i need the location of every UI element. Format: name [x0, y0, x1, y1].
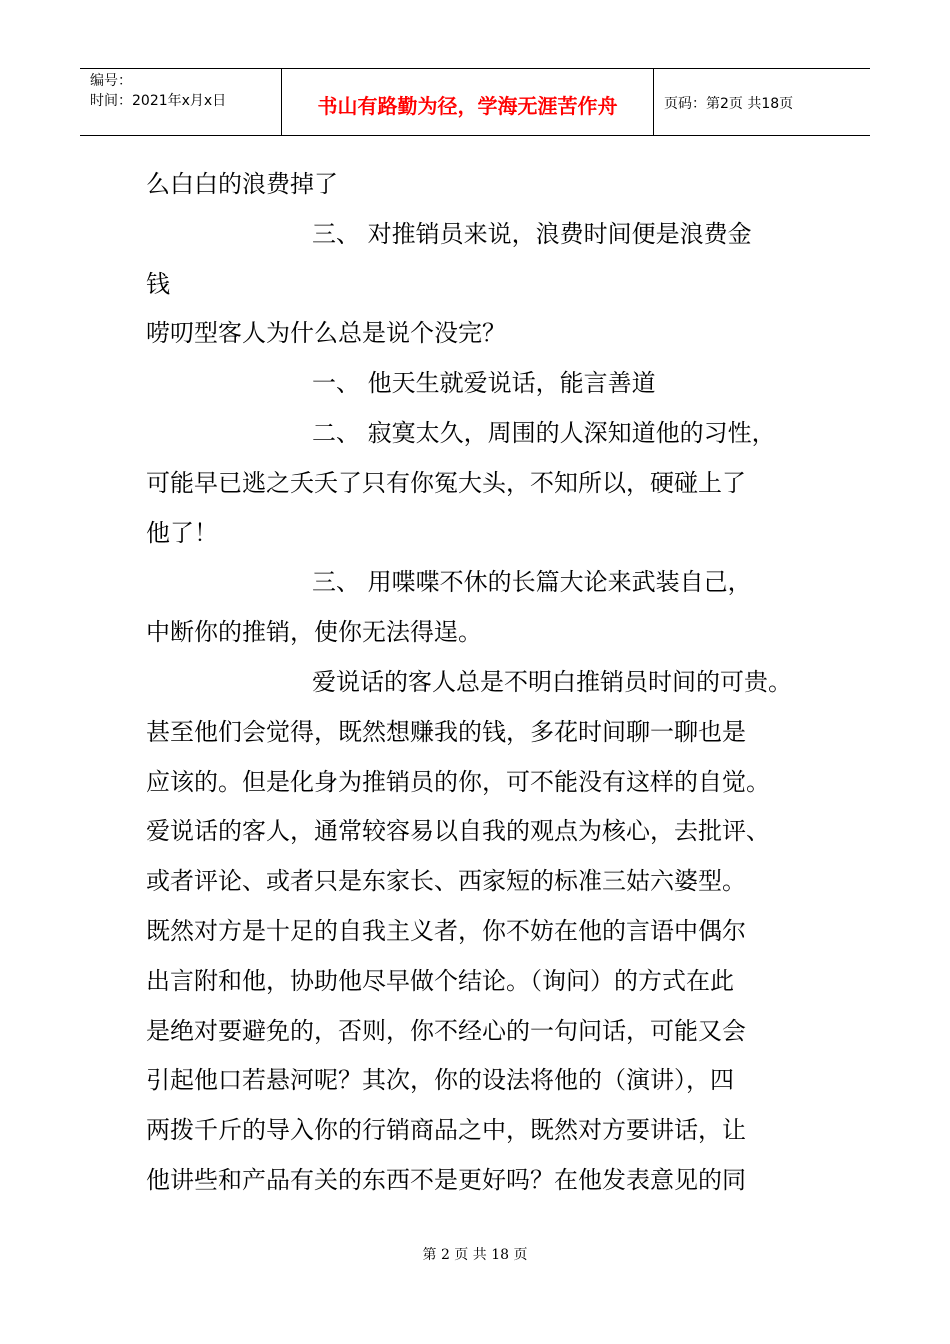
text-line: 他了！ — [146, 518, 218, 547]
text-line: 应该的。但是化身为推销员的你，可不能没有这样的自觉。 — [146, 767, 770, 796]
text-line: 甚至他们会觉得，既然想赚我的钱，多花时间聊一聊也是 — [146, 717, 746, 746]
text-line: 爱说话的客人总是不明白推销员时间的可贵。 — [312, 667, 792, 696]
text-line: 可能早已逃之夭夭了只有你冤大头，不知所以，硬碰上了 — [146, 468, 746, 497]
page-header — [80, 68, 870, 136]
text-line: 是绝对要避免的，否则，你不经心的一句问话，可能又会 — [146, 1016, 746, 1045]
time-label: 时间：2021年x月x日 — [90, 93, 227, 109]
text-line: 既然对方是十足的自我主义者，你不妨在他的言语中偶尔 — [146, 916, 746, 945]
text-line: 或者评论、或者只是东家长、西家短的标准三姑六婆型。 — [146, 867, 746, 896]
header-motto: 书山有路勤为径，学海无涯苦作舟 — [282, 69, 654, 135]
text-line: 钱 — [146, 269, 170, 298]
text-line: 么白白的浪费掉了 — [146, 170, 338, 198]
page-footer: 第 2 页 共 18 页 — [422, 1247, 528, 1263]
text-line: 爱说话的客人，通常较容易以自我的观点为核心，去批评、 — [146, 817, 770, 846]
text-line: 二、 寂寞太久，周围的人深知道他的习性， — [312, 418, 776, 447]
header-meta — [80, 69, 282, 135]
header-page-info: 页码：第2页 共18页 — [664, 96, 794, 112]
text-line: 中断你的推销，使你无法得逞。 — [146, 618, 482, 647]
text-line: 三、 用喋喋不休的长篇大论来武装自己， — [312, 568, 752, 597]
text-line: 他讲些和产品有关的东西不是更好吗？在他发表意见的同 — [146, 1165, 746, 1194]
number-label: 编号： — [90, 73, 132, 89]
text-line: 出言附和他，协助他尽早做个结论。（询问）的方式在此 — [146, 966, 734, 995]
text-line: 引起他口若悬河呢？其次，你的设法将他的（演讲），四 — [146, 1066, 734, 1095]
text-line: 一、 他天生就爱说话，能言善道 — [312, 369, 656, 398]
text-line: 唠叨型客人为什么总是说个没完？ — [146, 319, 506, 348]
document-body — [146, 160, 806, 1206]
text-line: 两拨千斤的导入你的行销商品之中，既然对方要讲话，让 — [146, 1116, 746, 1145]
text-line: 三、 对推销员来说，浪费时间便是浪费金 — [312, 219, 752, 248]
